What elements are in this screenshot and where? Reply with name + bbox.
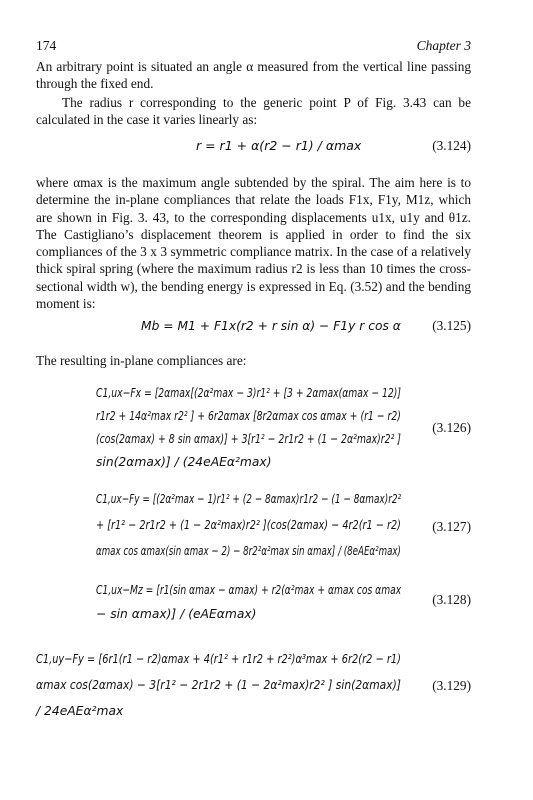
equation-formula: r = r1 + α(r2 − r1) / αmax: [196, 138, 362, 153]
equation-number: (3.126): [432, 420, 471, 435]
page-header: [36, 38, 471, 56]
equation-formula: Mb = M1 + F1x(r2 + r sin α) − F1y r cos α: [141, 318, 401, 333]
paragraph-3: where αmax is the maximum angle subtended by the spiral. The aim here is to determine the in-plane compliances that relate the loads F1x, F1y, M1z, which are shown in Fig. 3. 43, to the corresponding displacements u1x, u1y and θ1z. The Castigliano’s displacement theorem is applied in order to find the six compliances of the 3 x 3 symmetric compliance matrix. In the case of a relatively thick spiral spring (where the maximum radius r2 is less than 10 times the cross-sectional width w), the bending energy is expressed in Eq. (3.52) and the bending moment is:: [36, 175, 471, 312]
equation-3-124: [36, 138, 471, 158]
equation-line: C1,ux−Mz = [r1(sin αmax − αmax) + r2(α²max + αmax cos αmax: [96, 583, 402, 597]
equation-line: αmax cos αmax(sin αmax − 2) − 8r2²α²max sin αmax] / (8eAEα²max): [96, 544, 401, 558]
equation-3-125: [36, 318, 471, 338]
equation-line: r1r2 + 14α²max r2² ] + 6r2αmax [8r2αmax cos αmax + (r1 − r2): [96, 409, 401, 423]
paragraph-2: The radius r corresponding to the generic point P of Fig. 3.43 can be calculated in the case it varies linearly as:: [36, 95, 471, 128]
equation-line: sin(2αmax)] / (24eAEα²max): [96, 455, 272, 469]
equation-line: C1,uy−Fy = [6r1(r1 − r2)αmax + 4(r1² + r1r2 + r2²)α³max + 6r2(r2 − r1): [36, 652, 401, 666]
equation-number: (3.129): [432, 678, 471, 693]
paragraph-4: The resulting in-plane compliances are:: [36, 353, 247, 368]
equation-line: − sin αmax)] / (eAEαmax): [96, 607, 257, 621]
equation-line: αmax cos(2αmax) − 3[r1² − 2r1r2 + (1 − 2α²max)r2² ] sin(2αmax)]: [36, 678, 401, 692]
chapter-label: Chapter 3: [416, 38, 471, 53]
equation-line: C1,ux−Fy = [(2α²max − 1)r1² + (2 − 8αmax)r1r2 − (1 − 8αmax)r2²: [96, 492, 402, 506]
equation-line: + [r1² − 2r1r2 + (1 − 2α²max)r2² ](cos(2αmax) − 4r2(r1 − r2): [96, 518, 401, 532]
equation-number: (3.124): [432, 138, 471, 153]
equation-line: / 24eAEα²max: [36, 704, 124, 718]
page-number: 174: [36, 38, 57, 53]
equation-number: (3.128): [432, 592, 471, 607]
equation-number: (3.127): [432, 519, 471, 534]
equation-line: C1,ux−Fx = [2αmax[(2α²max − 3)r1² + [3 + 2αmax(αmax − 12)]: [96, 386, 401, 400]
equation-line: (cos(2αmax) + 8 sin αmax)] + 3[r1² − 2r1r2 + (1 − 2α²max)r2² ]: [96, 432, 401, 446]
equation-number: (3.125): [432, 318, 471, 333]
paragraph-1: An arbitrary point is situated an angle α measured from the vertical line passing through the fixed end.: [36, 59, 471, 92]
